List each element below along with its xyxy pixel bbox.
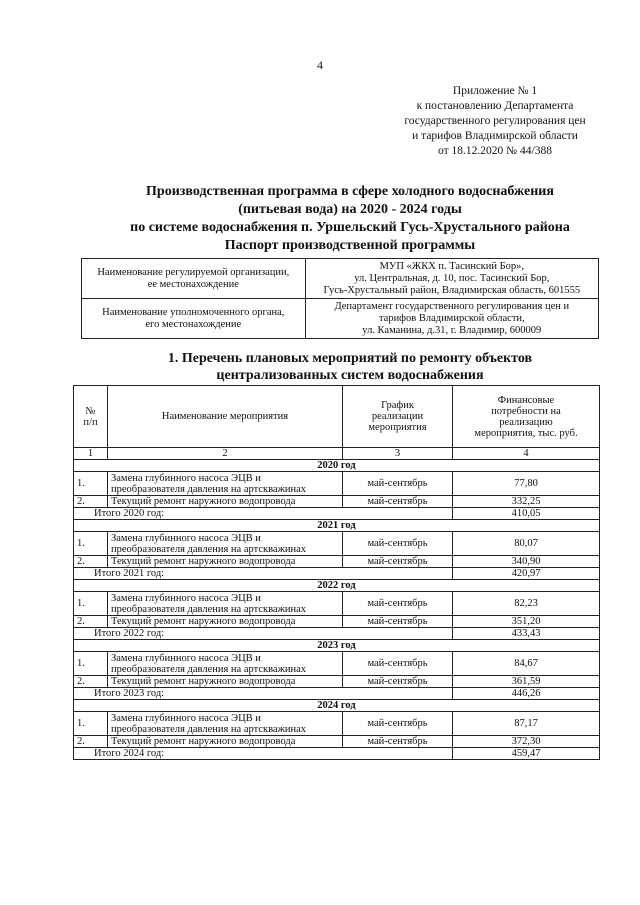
title-line: (питьевая вода) на 2020 - 2024 годы	[238, 202, 462, 217]
document-title	[60, 183, 640, 237]
measure-schedule: май-сентябрь	[343, 676, 453, 688]
text-line: График	[381, 400, 414, 411]
text-line: Текущий ремонт наружного водопровода	[111, 736, 296, 747]
total-row	[74, 508, 600, 520]
row-number: 2.	[74, 556, 108, 568]
text-line: реализацию	[499, 416, 553, 428]
measure-name	[108, 616, 343, 628]
measure-name	[108, 496, 343, 508]
text-line: Текущий ремонт наружного водопровода	[111, 616, 296, 627]
text-line: мероприятия, тыс. руб.	[474, 427, 578, 439]
passport-row	[82, 299, 599, 339]
text-line: преобразователя давления на артскважинах	[111, 663, 306, 675]
table-row	[74, 652, 600, 676]
measure-name	[108, 676, 343, 688]
passport-value	[305, 299, 598, 339]
total-row	[74, 628, 600, 640]
header-name: Наименование мероприятия	[108, 386, 343, 448]
table-row	[74, 472, 600, 496]
title-line: централизованных систем водоснабжения	[216, 368, 484, 383]
year-row	[74, 460, 600, 472]
total-amount: 410,05	[453, 508, 600, 520]
text-line: Замена глубинного насоса ЭЦВ и	[111, 652, 261, 664]
text-line: Департамент государственного регулирования цен и	[334, 300, 570, 312]
text-line: п/п	[83, 416, 98, 428]
text-line: ул. Каманина, д.31, г. Владимир, 600009	[362, 324, 542, 336]
row-number: 2.	[74, 676, 108, 688]
section-title	[60, 350, 640, 384]
measure-name	[108, 532, 343, 556]
title-line: 1. Перечень плановых мероприятий по ремонту объектов	[167, 351, 533, 366]
header-num	[74, 386, 108, 448]
appendix-line: Приложение № 1	[452, 85, 538, 97]
measure-amount: 80,07	[453, 532, 600, 556]
year-label: 2024 год	[74, 700, 600, 712]
measure-schedule: май-сентябрь	[343, 736, 453, 748]
measure-schedule: май-сентябрь	[343, 556, 453, 568]
total-label: Итого 2021 год:	[74, 568, 453, 580]
passport-title: Паспорт производственной программы	[224, 238, 476, 253]
passport-table	[81, 258, 599, 339]
year-label: 2023 год	[74, 640, 600, 652]
measures-table	[73, 385, 600, 760]
text-line: тарифов Владимирской области,	[378, 312, 525, 324]
table-row	[74, 616, 600, 628]
table-row	[74, 532, 600, 556]
row-number: 2.	[74, 616, 108, 628]
measure-schedule: май-сентябрь	[343, 616, 453, 628]
appendix-line: государственного регулирования цен	[404, 115, 586, 127]
row-number: 1.	[74, 652, 108, 676]
text-line: Текущий ремонт наружного водопровода	[111, 676, 296, 687]
row-number: 2.	[74, 496, 108, 508]
row-number: 2.	[74, 736, 108, 748]
measure-amount: 87,17	[453, 712, 600, 736]
measure-schedule: май-сентябрь	[343, 532, 453, 556]
row-number: 1.	[74, 712, 108, 736]
total-label: Итого 2022 год:	[74, 628, 453, 640]
text-line: Замена глубинного насоса ЭЦВ и	[111, 532, 261, 544]
measure-amount: 361,59	[453, 676, 600, 688]
year-row	[74, 640, 600, 652]
measure-name	[108, 736, 343, 748]
passport-value	[305, 259, 598, 299]
measure-amount: 340,90	[453, 556, 600, 568]
total-label: Итого 2023 год:	[74, 688, 453, 700]
table-row	[74, 556, 600, 568]
text-line: Замена глубинного насоса ЭЦВ и	[111, 472, 261, 484]
year-label: 2020 год	[74, 460, 600, 472]
text-line: №	[85, 405, 96, 417]
year-label: 2022 год	[74, 580, 600, 592]
row-number: 1.	[74, 592, 108, 616]
table-row	[74, 676, 600, 688]
column-number: 1	[74, 448, 108, 460]
text-line: Замена глубинного насоса ЭЦВ и	[111, 592, 261, 604]
year-label: 2021 год	[74, 520, 600, 532]
column-number: 2	[108, 448, 343, 460]
measure-amount: 372,30	[453, 736, 600, 748]
table-row	[74, 496, 600, 508]
measure-name	[108, 712, 343, 736]
measure-schedule: май-сентябрь	[343, 496, 453, 508]
column-number: 3	[343, 448, 453, 460]
text-line: реализации	[371, 411, 424, 422]
measure-amount: 82,23	[453, 592, 600, 616]
text-line: потребности на	[491, 405, 561, 417]
table-row	[74, 712, 600, 736]
measure-amount: 351,20	[453, 616, 600, 628]
year-row	[74, 520, 600, 532]
measure-name	[108, 652, 343, 676]
row-number: 1.	[74, 472, 108, 496]
text-line: ул. Центральная, д. 10, пос. Тасинский Бор,	[354, 272, 550, 284]
year-row	[74, 580, 600, 592]
text-line: его местонахождение	[145, 318, 242, 330]
text-line: Гусь-Хрустальный район, Владимирская область, 601555	[323, 284, 581, 296]
passport-row	[82, 259, 599, 299]
total-label: Итого 2024 год:	[74, 748, 453, 760]
column-number-row	[74, 448, 600, 460]
total-row	[74, 748, 600, 760]
text-line: МУП «ЖКХ п. Тасинский Бор»,	[379, 260, 525, 272]
text-line: Текущий ремонт наружного водопровода	[111, 496, 296, 507]
text-line: Текущий ремонт наружного водопровода	[111, 556, 296, 567]
title-line: Производственная программа в сфере холодного водоснабжения	[146, 184, 554, 199]
header-finance	[453, 386, 600, 448]
total-row	[74, 688, 600, 700]
row-number: 1.	[74, 532, 108, 556]
page-number: 4	[317, 58, 323, 72]
total-row	[74, 568, 600, 580]
text-line: Наименование регулируемой организации,	[97, 266, 290, 278]
table-row	[74, 736, 600, 748]
appendix-line: к постановлению Департамента	[416, 100, 574, 112]
measure-schedule: май-сентябрь	[343, 472, 453, 496]
measure-schedule: май-сентябрь	[343, 592, 453, 616]
appendix-line: от 18.12.2020 № 44/388	[438, 145, 552, 157]
measure-schedule: май-сентябрь	[343, 652, 453, 676]
text-line: Наименование уполномоченного органа,	[102, 306, 285, 318]
title-line: по системе водоснабжения п. Уршельский Гусь-Хрустального района	[130, 220, 570, 235]
measure-amount: 84,67	[453, 652, 600, 676]
measure-name	[108, 472, 343, 496]
header-row	[74, 386, 600, 448]
column-number: 4	[453, 448, 600, 460]
text-line: преобразователя давления на артскважинах	[111, 543, 306, 555]
measure-schedule: май-сентябрь	[343, 712, 453, 736]
total-label: Итого 2020 год:	[74, 508, 453, 520]
total-amount: 433,43	[453, 628, 600, 640]
total-amount: 459,47	[453, 748, 600, 760]
text-line: Замена глубинного насоса ЭЦВ и	[111, 712, 261, 724]
text-line: преобразователя давления на артскважинах	[111, 723, 306, 735]
year-row	[74, 700, 600, 712]
measure-name	[108, 592, 343, 616]
total-amount: 420,97	[453, 568, 600, 580]
passport-label	[82, 299, 306, 339]
appendix-line: и тарифов Владимирской области	[412, 130, 578, 142]
text-line: преобразователя давления на артскважинах	[111, 603, 306, 615]
passport-label	[82, 259, 306, 299]
text-line: преобразователя давления на артскважинах	[111, 483, 306, 495]
header-schedule	[343, 386, 453, 448]
measure-amount: 77,80	[453, 472, 600, 496]
text-line: ее местонахождение	[147, 278, 239, 290]
measure-name	[108, 556, 343, 568]
measure-amount: 332,25	[453, 496, 600, 508]
table-row	[74, 592, 600, 616]
total-amount: 446,26	[453, 688, 600, 700]
appendix-header	[370, 84, 620, 159]
text-line: мероприятия	[368, 422, 427, 433]
text-line: Финансовые	[497, 394, 555, 406]
